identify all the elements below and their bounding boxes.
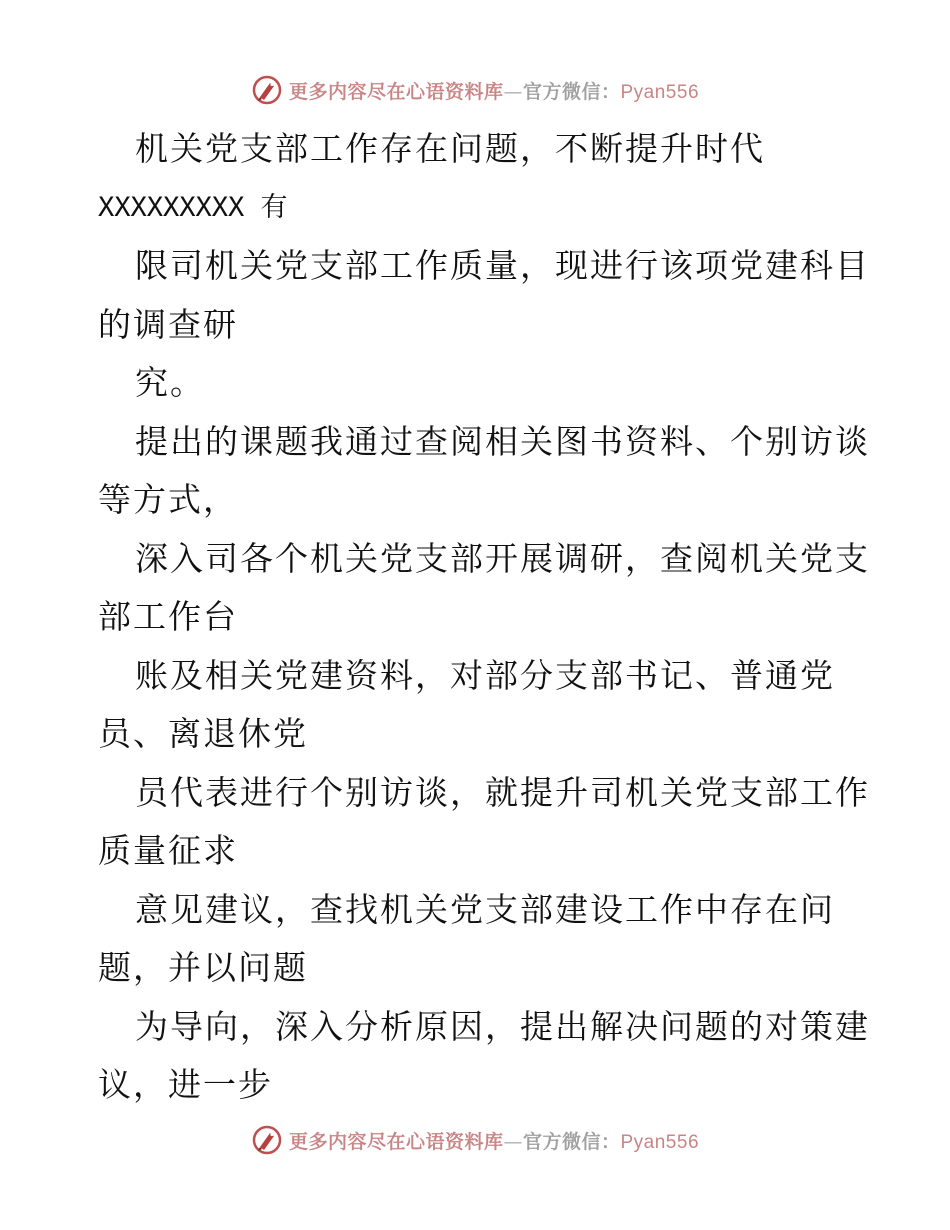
text-line: 机关党支部工作存在问题，不断提升时代 (135, 129, 765, 168)
text-line: 题，并以问题 (98, 948, 308, 987)
text-line: 深入司各个机关党支部开展调研，查阅机关党支 (135, 538, 870, 578)
watermark-middle: 官方微信： (522, 1130, 621, 1153)
text-line: 账及相关党建资料，对部分支部书记、普通党 (135, 655, 835, 695)
text-line: 为导向，深入分析原因，提出解决问题的对策建 (135, 1006, 870, 1046)
text-line: 议，进一步 (98, 1065, 273, 1104)
watermark-dash: — (503, 1130, 523, 1153)
watermark-middle: 官方微信： (522, 80, 621, 103)
watermark-account: Pyan556 (620, 1131, 700, 1153)
pen-logo-icon (251, 1124, 283, 1156)
watermark-prefix: 更多内容尽在心语资料库 (288, 80, 504, 103)
header-watermark (0, 70, 950, 110)
text-line: XXXXXXXXX 有 (98, 191, 288, 223)
text-line: 部工作台 (98, 597, 238, 636)
text-line: 员代表进行个别访谈，就提升司机关党支部工作 (135, 772, 870, 812)
pen-logo-icon (251, 74, 283, 106)
document-body (98, 120, 868, 1115)
watermark-text (289, 77, 699, 104)
text-line: 提出的课题我通过查阅相关图书资料、个别访谈 (135, 421, 870, 461)
text-line: 员、离退休党 (98, 714, 308, 753)
text-line: 究。 (135, 363, 205, 402)
text-line: 的调查研 (98, 304, 238, 344)
watermark-dash: — (503, 80, 523, 103)
watermark-text (289, 1127, 699, 1154)
watermark-prefix: 更多内容尽在心语资料库 (288, 1130, 504, 1153)
watermark-account: Pyan556 (620, 81, 700, 103)
footer-watermark (0, 1120, 950, 1160)
text-line: 等方式， (98, 480, 238, 519)
text-line: 限司机关党支部工作质量，现进行该项党建科目 (135, 246, 870, 285)
text-line: 质量征求 (98, 831, 238, 870)
text-line: 意见建议，查找机关党支部建设工作中存在问 (135, 889, 835, 929)
